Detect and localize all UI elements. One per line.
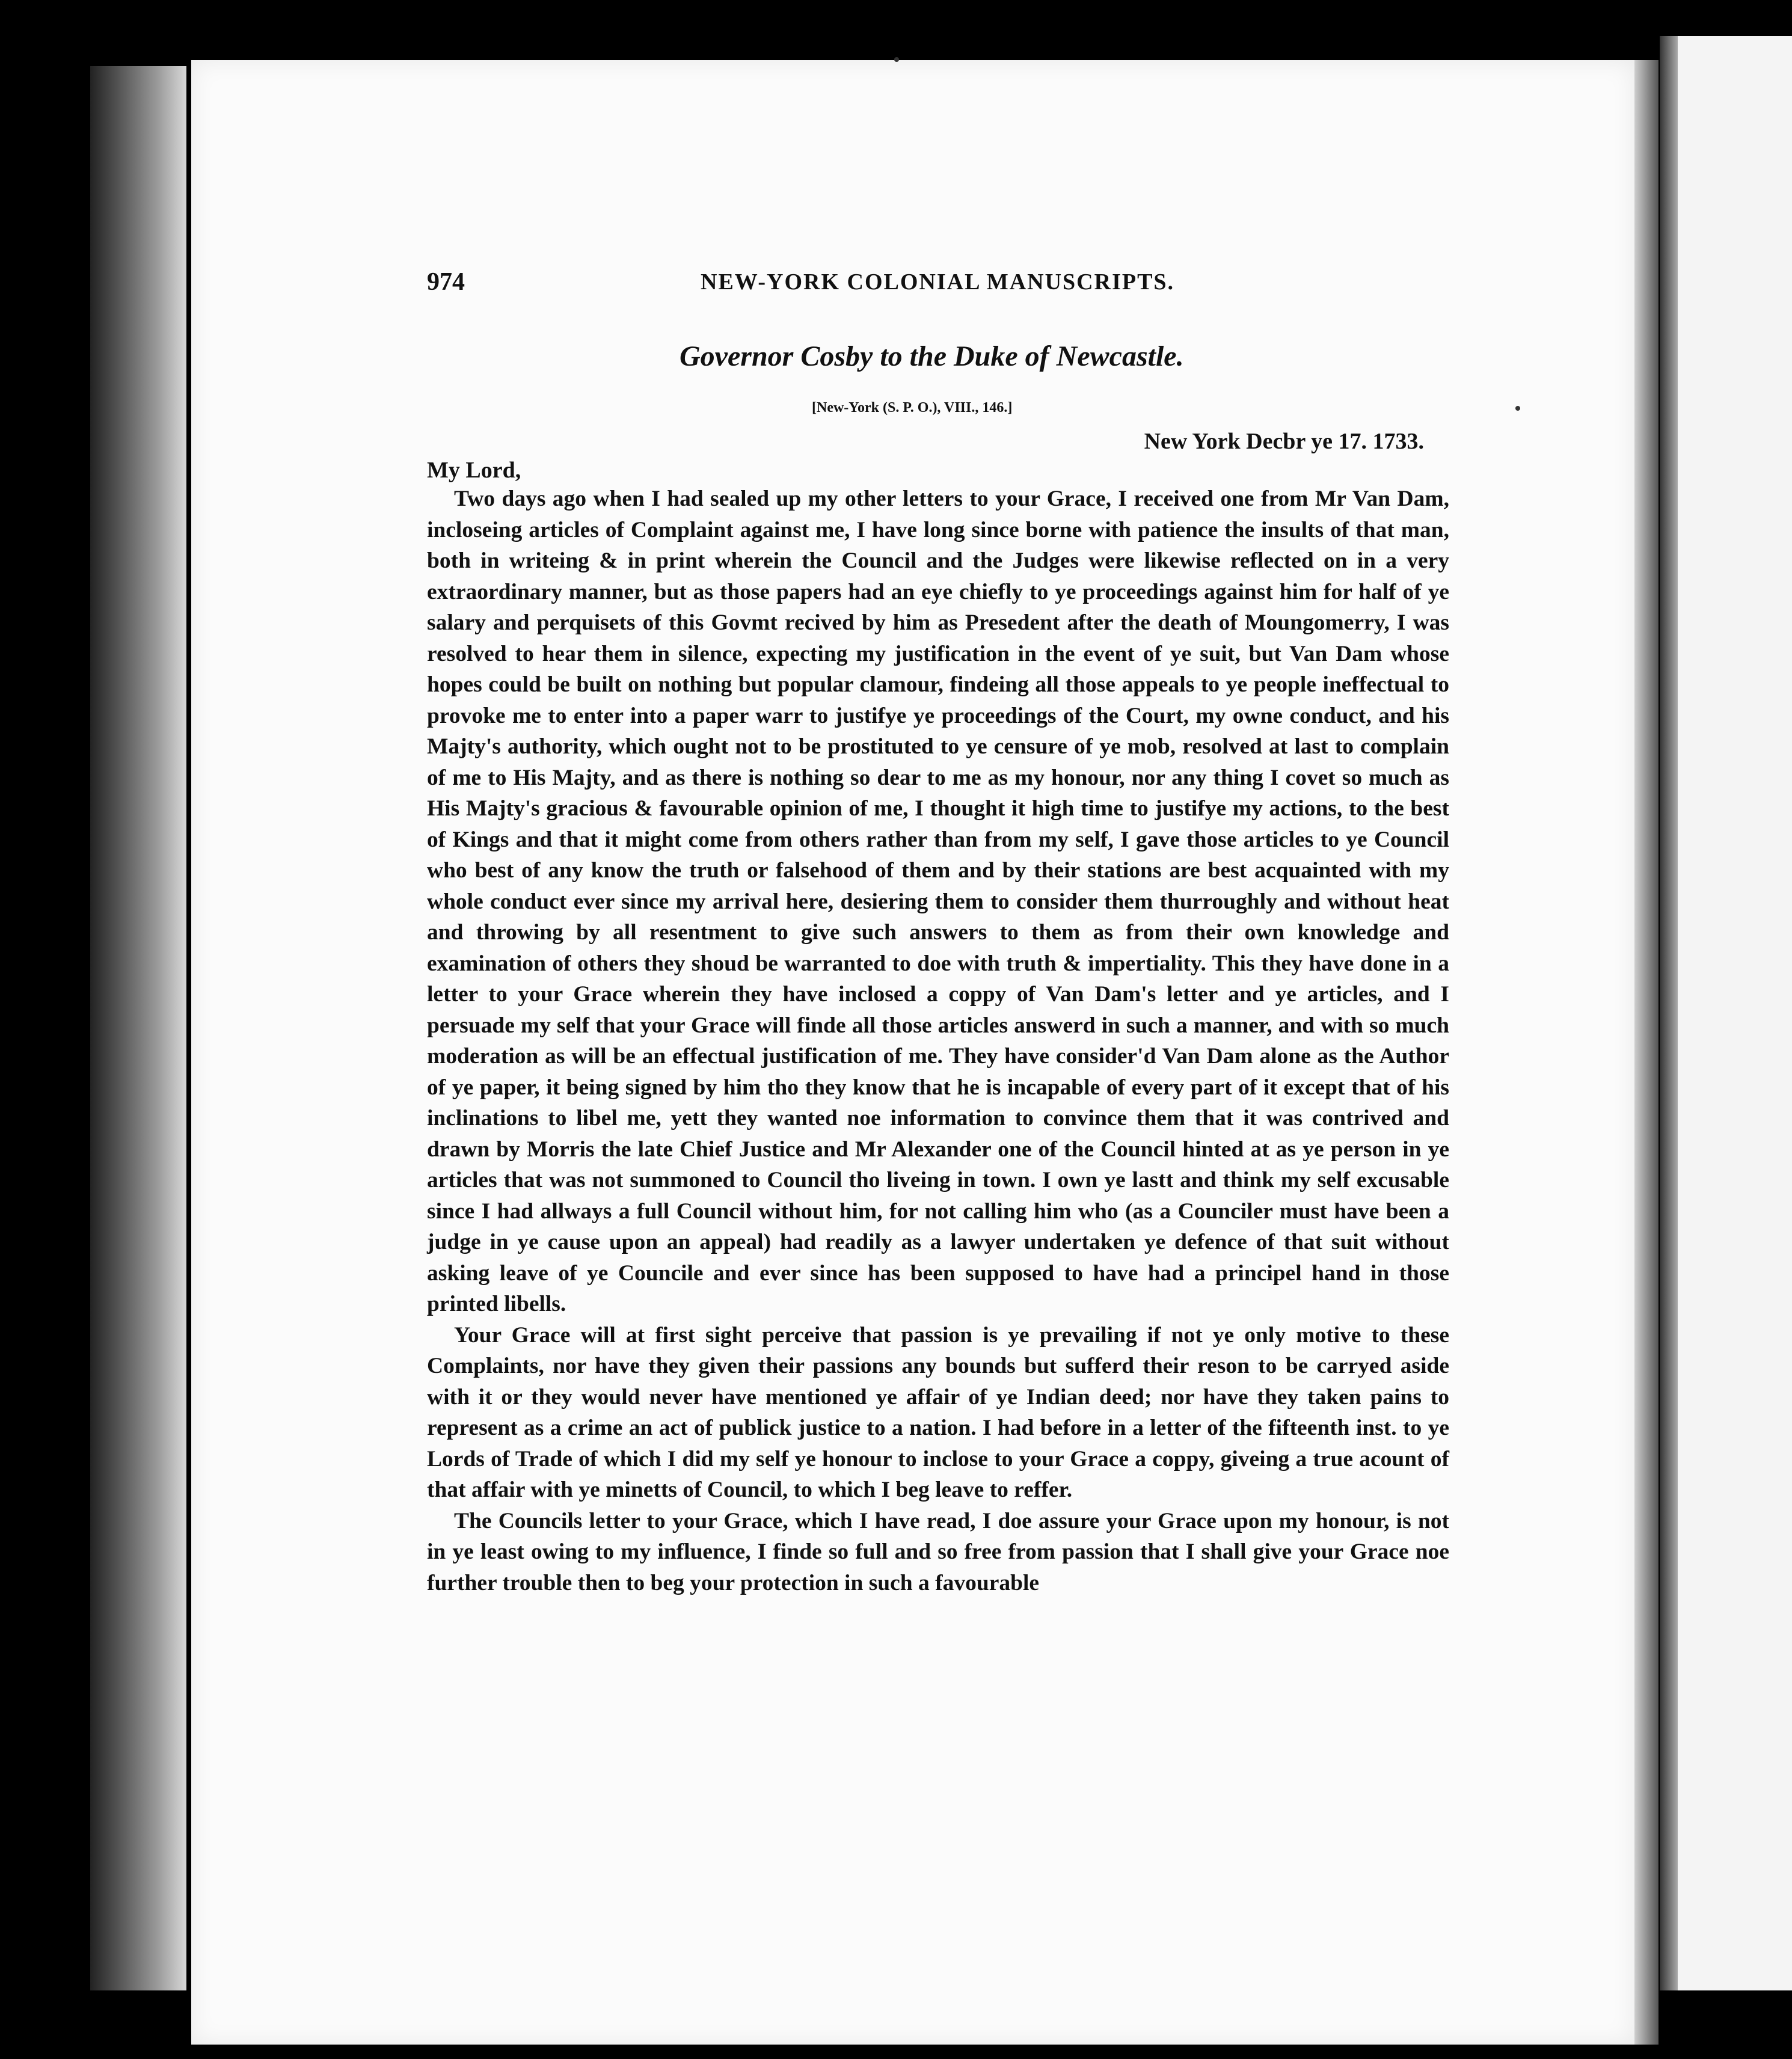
page-number: 974 [427,268,465,296]
speck-mark [894,57,899,62]
letter-title: Governor Cosby to the Duke of Newcastle. [680,340,1184,372]
source-citation: [New-York (S. P. O.), VIII., 146.] [812,400,1013,416]
next-page-sliver [1663,36,1792,1990]
book-gutter-right [1660,36,1678,1990]
running-head [427,268,1449,298]
page-gutter-shadow [1634,60,1659,2045]
dateline: New York Decbr ye 17. 1733. [1144,429,1424,454]
paragraph: Your Grace will at first sight perceive that passion is ye prevailing if not ye only motive to these Complaints, nor have they given their passions any bounds but sufferd their reson to be carryed aside with it or they would never have mentioned ye affair of ye Indian deed; nor have they taken pains to represent as a crime an act of publick justice to a nation. I had before in a letter of the fifteenth inst. to ye Lords of Trade of which I did my self ye honour to inclose to your Grace a coppy, giveing a true acount of that affair with ye minetts of Council, to which I beg leave to reffer. [427,1322,1449,1502]
running-head-title: NEW-YORK COLONIAL MANUSCRIPTS. [701,269,1175,295]
paragraph: Two days ago when I had sealed up my other letters to your Grace, I received one from Mr Van Dam, incloseing articles of Complaint against me, I have long since borne with patience the insults of that man, both in writeing & in print wherein the Council and the Judges were likewise reflected on in a very extraordinary manner, but as those papers had an eye chiefly to ye proceedings against him for half of ye salary and perquisets of this Govmt recived by him as Presedent after the death of Moungomerry, I was resolved to hear them in silence, expecting my justification in the event of ye suit, but Van Dam whose hopes could be built on nothing but popular clamour, findeing all those appeals to ye people ineffectual to provoke me to enter into a paper warr to justifye ye proceedings of the Court, my owne conduct, and his Majty's authority, which ought not to be prostituted to ye censure of ye mob, resolved at last to complain of me to His Majty, and as there is nothing so dear to me as my honour, nor any thing I covet so much as His Majty's gracious & favourable opinion of me, I thought it high time to justifye my actions, to the best of Kings and that it might come from others rather than from my self, I gave those articles to ye Council who best of any know the truth or falsehood of them and by their stations are best acquainted with my whole conduct ever since my arrival here, desiering them to consider them thurroughly and without heat and throwing by all resentment to give such answers to them as from their own knowledge and examination of others they shoud be warranted to doe with truth & impertiality. This they have done in a letter to your Grace wherein they have inclosed a coppy of Van Dam's letter and ye articles, and I persuade my self that your Grace will finde all those articles answerd in such a manner, and with so much moderation as will be an effectual justification of me. They have consider'd Van Dam alone as the Author of ye paper, it being signed by him tho they know that he is incapable of every part of it except that of his inclinations to libel me, yett they wanted noe information to convince them that it was contrived and drawn by Morris the late Chief Justice and Mr Alexander one of the Council hinted at as ye person in ye articles that was not summoned to Council tho liveing in town. I own ye lastt and think my self excusable since I had allways a full Council without him, for not calling him who (as a Counciler must have been a judge in ye cause upon an appeal) had readily as a lawyer undertaken ye defence of that suit without asking leave of ye Councile and ever since has been supposed to have had a principel hand in those printed libells. [427,486,1449,1316]
letter-body [427,483,1449,1598]
book-edge-left [90,66,186,1990]
speck-mark [1515,406,1520,411]
salutation: My Lord, [427,458,521,483]
paragraph: The Councils letter to your Grace, which I have read, I doe assure your Grace upon my honour, is not in ye least owing to my influence, I finde so full and so free from passion that I shall give your Grace noe further trouble then to beg your protection in such a favourable [427,1508,1449,1595]
